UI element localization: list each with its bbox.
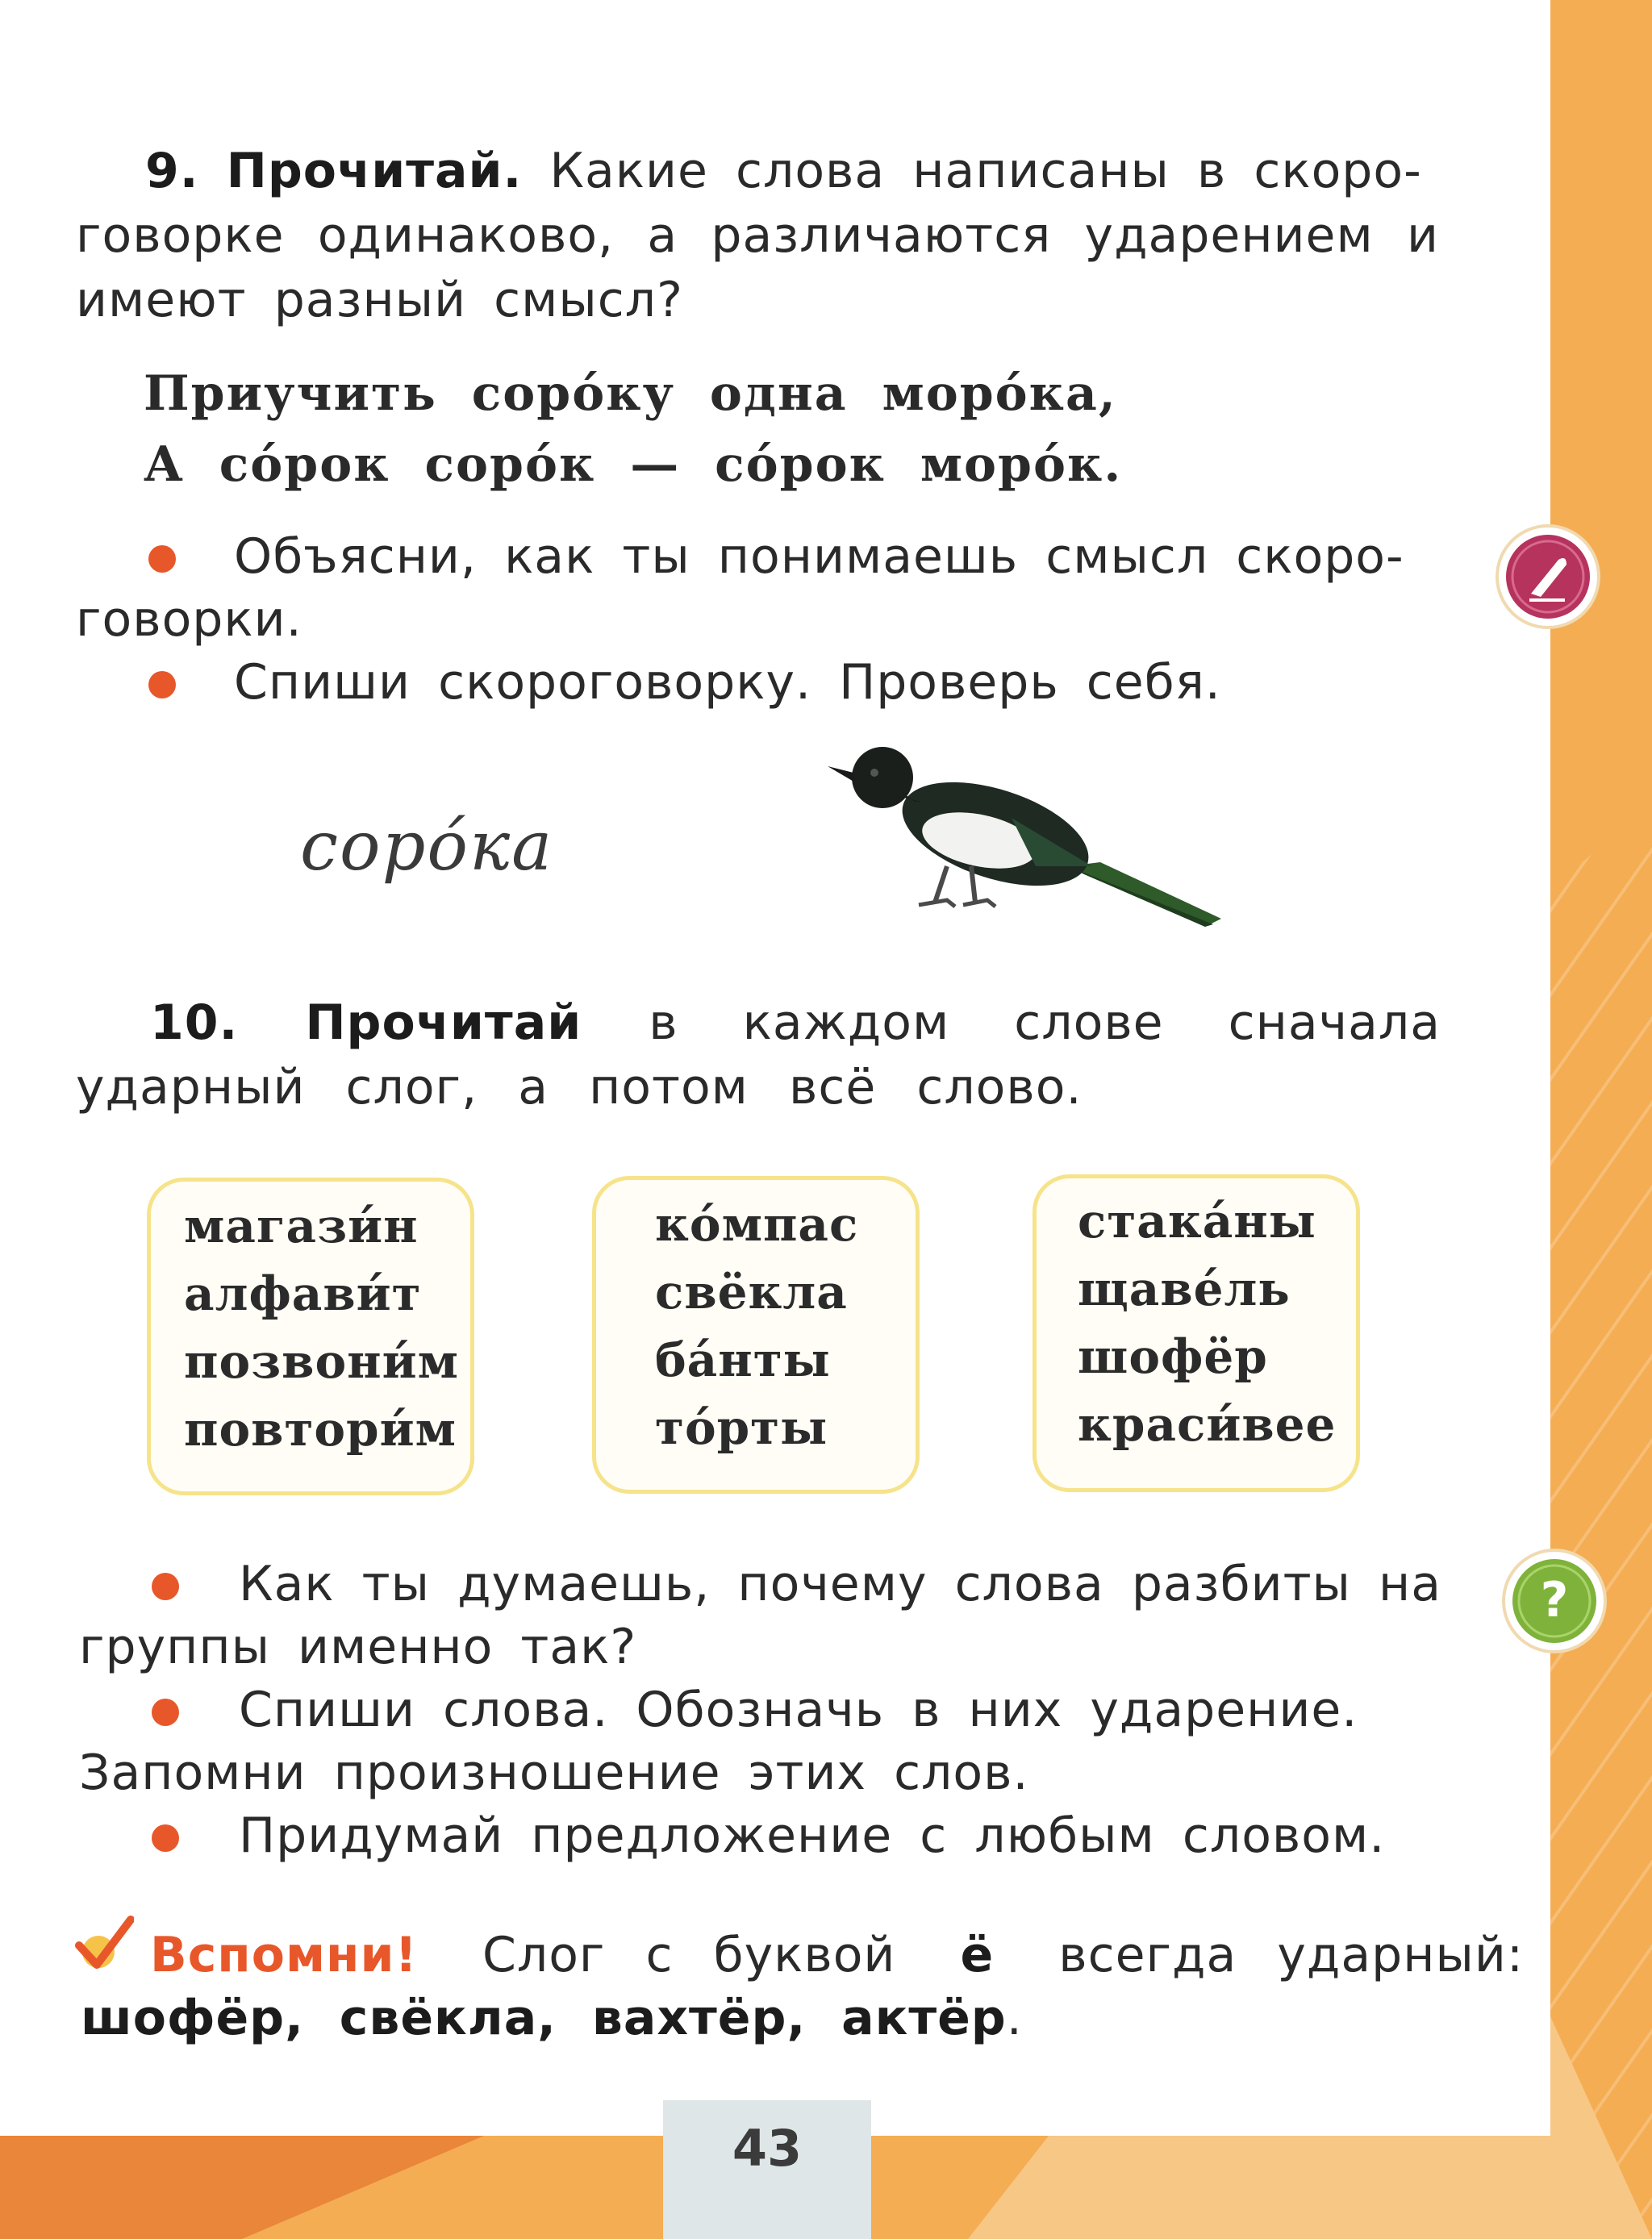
word-1-2: алфави́т <box>184 1266 422 1321</box>
task-9-2-line-1: Спиши скороговорку. Проверь себя. <box>234 654 1221 711</box>
tongue-twister-line-1: Приучить соро́ку одна моро́ка, <box>144 365 1117 422</box>
exercise-9-line-3: имеют разный смысл? <box>76 272 683 328</box>
remember-end: . <box>1006 1990 1023 2046</box>
word-2-1: ко́мпас <box>655 1197 859 1252</box>
exercise-10-command: Прочитай <box>305 994 582 1051</box>
bullet-icon <box>148 545 176 573</box>
exercise-9-line-2: говорке одинаково, а различаются ударением и <box>76 207 1439 264</box>
checkmark-icon <box>69 1913 134 1978</box>
remember-text-a: Слог с буквой <box>482 1927 896 1983</box>
exercise-9-number: 9. <box>145 143 199 199</box>
pen-badge <box>1499 527 1597 626</box>
remember-text-b: всегда ударный: <box>1058 1927 1525 1983</box>
task-10-3-line-1: Придумай предложение с любым словом. <box>239 1807 1386 1864</box>
word-2-4: то́рты <box>655 1400 828 1455</box>
svg-text:?: ? <box>1540 1572 1569 1628</box>
remember-line-2 <box>81 1986 1371 2050</box>
exercise-9-question: Какие слова написаны в скоро- <box>549 143 1422 199</box>
task-10-1-line-1: Как ты думаешь, почему слова разбиты на <box>239 1556 1441 1612</box>
task-10-2-line-1: Спиши слова. Обозначь в них ударение. <box>239 1682 1358 1738</box>
question-in-circle-icon <box>1505 1552 1604 1650</box>
bullet-icon <box>152 1824 179 1852</box>
remember-examples: шофёр, свёкла, вахтёр, актёр <box>81 1990 1007 2046</box>
task-10-1-line-2: группы именно так? <box>79 1619 637 1675</box>
remember-line-1 <box>150 1923 1525 1987</box>
task-10-2-line-2: Запомни произношение этих слов. <box>79 1745 1029 1801</box>
magpie-illustration <box>826 745 1245 939</box>
word-3-3: шофёр <box>1078 1329 1268 1384</box>
bullet-icon <box>148 671 176 698</box>
word-2-2: свёкла <box>655 1265 848 1320</box>
word-1-3: позвони́м <box>184 1334 459 1389</box>
word-3-4: краси́вее <box>1078 1397 1337 1452</box>
exercise-10-line-1 <box>150 990 1441 1055</box>
word-3-2: щаве́ль <box>1078 1261 1291 1316</box>
pen-in-circle-icon <box>1499 527 1597 626</box>
exercise-9-line-1 <box>145 139 1436 203</box>
exercise-10-line-2: ударный слог, а потом всё слово. <box>76 1059 1083 1115</box>
remember-label: Вспомни! <box>150 1927 418 1983</box>
task-9-1-line-2: говорки. <box>76 591 302 648</box>
exercise-9-command: Прочитай. <box>226 143 523 199</box>
remember-letter: ё <box>960 1927 995 1983</box>
bullet-icon <box>152 1573 179 1600</box>
word-1-4: повтори́м <box>184 1402 457 1457</box>
question-badge <box>1505 1552 1604 1650</box>
word-2-3: ба́нты <box>655 1332 831 1387</box>
exercise-10-number: 10. <box>150 994 239 1051</box>
word-3-1: стака́ны <box>1078 1194 1316 1249</box>
bullet-icon <box>152 1699 179 1726</box>
handwritten-word: соро́ка <box>300 807 554 886</box>
exercise-10-instruction: в каждом слове сначала <box>649 994 1441 1051</box>
tongue-twister-line-2: А со́рок соро́к — со́рок моро́к. <box>144 436 1123 493</box>
word-1-1: магази́н <box>184 1199 419 1253</box>
task-9-1-line-1: Объясни, как ты понимаешь смысл скоро- <box>234 528 1404 585</box>
page-number: 43 <box>732 2119 803 2178</box>
